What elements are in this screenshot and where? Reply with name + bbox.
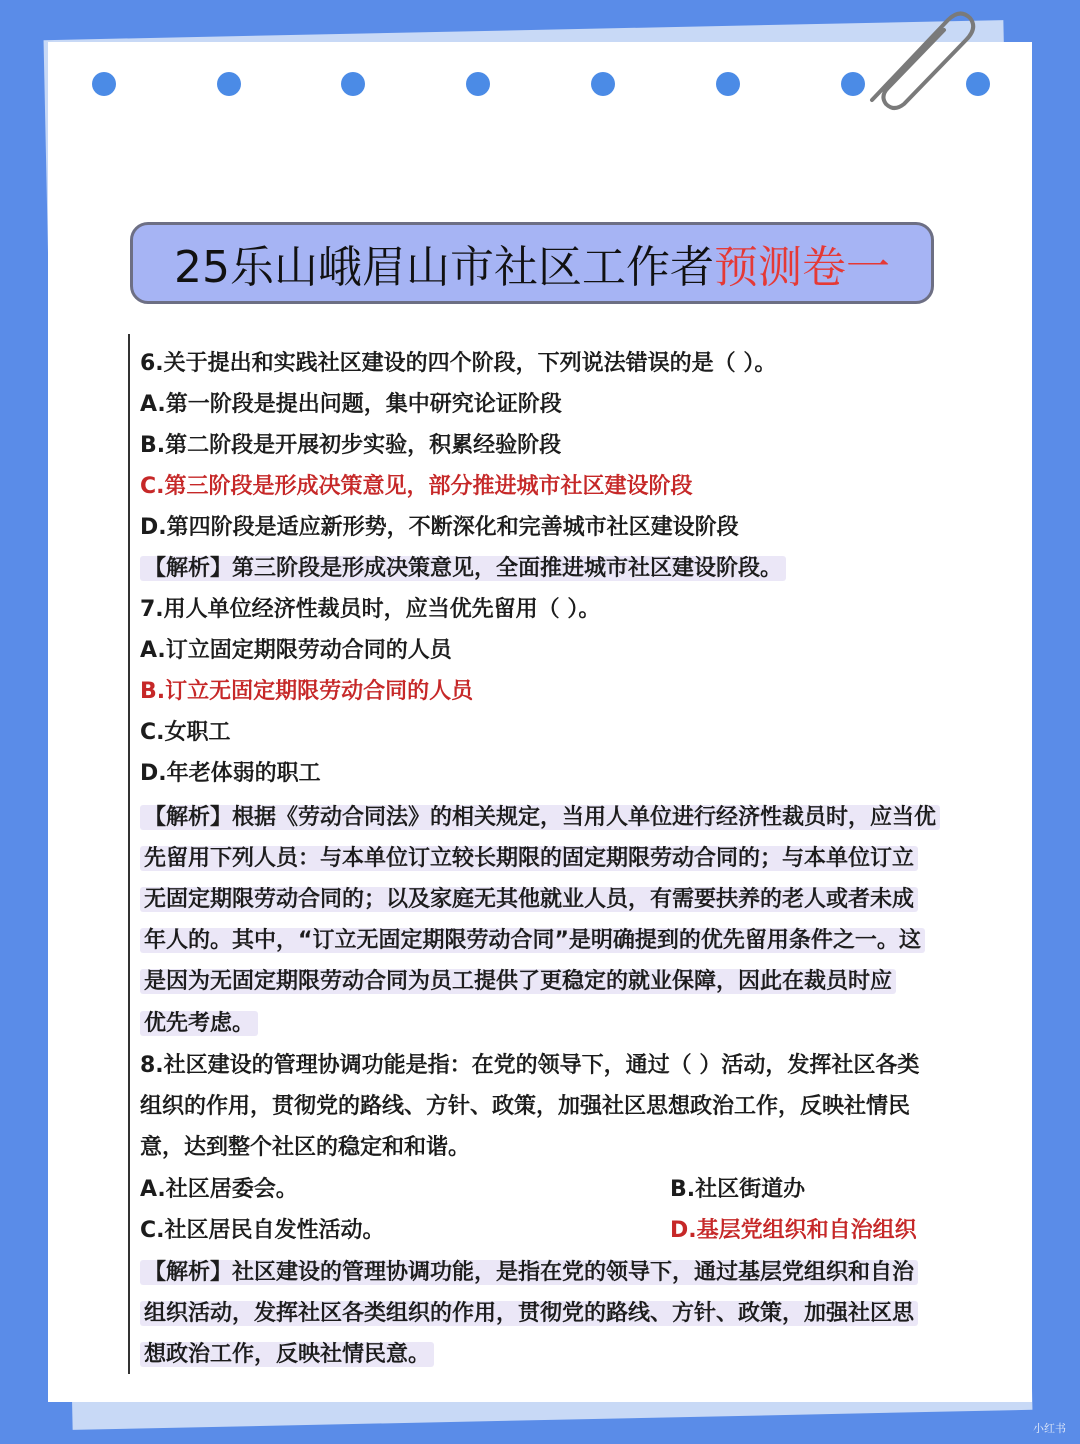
q7-analysis-text: 先留用下列人员：与本单位订立较长期限的固定期限劳动合同的；与本单位订立 xyxy=(140,846,918,871)
q6-analysis-text: 【解析】第三阶段是形成决策意见，全面推进城市社区建设阶段。 xyxy=(140,556,786,581)
q8-analysis-text: 组织活动，发挥社区各类组织的作用，贯彻党的路线、方针、政策，加强社区思 xyxy=(140,1301,918,1326)
q7-option-a: A.订立固定期限劳动合同的人员 xyxy=(140,638,452,663)
q8-stem-line: 意，达到整个社区的稳定和和谐。 xyxy=(140,1135,471,1160)
title-main: 25乐山峨眉山市社区工作者 xyxy=(174,242,714,293)
binder-hole-dot xyxy=(217,72,241,96)
page-title xyxy=(130,222,934,304)
binder-hole-dot xyxy=(591,72,615,96)
q8-analysis-text: 【解析】社区建设的管理协调功能，是指在党的领导下，通过基层党组织和自治 xyxy=(140,1260,918,1285)
q7-analysis-text: 【解析】根据《劳动合同法》的相关规定，当用人单位进行经济性裁员时，应当优 xyxy=(140,805,940,830)
q8-analysis-line xyxy=(140,1337,434,1373)
q8-stem-line: 8.社区建设的管理协调功能是指：在党的领导下，通过（ ）活动，发挥社区各类 xyxy=(140,1053,920,1078)
watermark: 小红书 xyxy=(1033,1422,1066,1435)
q6-option-b: B.第二阶段是开展初步实验，积累经验阶段 xyxy=(140,433,562,458)
q8-stem-line: 组织的作用，贯彻党的路线、方针、政策，加强社区思想政治工作，反映社情民 xyxy=(140,1094,911,1119)
q7-analysis-text: 无固定期限劳动合同的；以及家庭无其他就业人员，有需要扶养的老人或者未成 xyxy=(140,887,918,912)
q7-analysis-line xyxy=(140,1006,258,1042)
binder-hole-dot xyxy=(466,72,490,96)
binder-hole-dot xyxy=(341,72,365,96)
q8-option-b: B.社区街道办 xyxy=(670,1177,806,1202)
paperclip-icon xyxy=(860,4,980,114)
q8-analysis-text: 想政治工作，反映社情民意。 xyxy=(140,1342,434,1367)
q8-option-d-answer: D.基层党组织和自治组织 xyxy=(670,1218,917,1243)
binder-hole-dot xyxy=(716,72,740,96)
q7-option-d: D.年老体弱的职工 xyxy=(140,761,321,786)
q7-analysis-text: 优先考虑。 xyxy=(140,1011,258,1036)
q7-analysis-text: 是因为无固定期限劳动合同为员工提供了更稳定的就业保障，因此在裁员时应 xyxy=(140,969,896,994)
q7-stem: 7.用人单位经济性裁员时，应当优先留用（ ）。 xyxy=(140,597,601,622)
q7-analysis-line xyxy=(140,800,940,836)
q7-analysis-line xyxy=(140,923,925,959)
q8-analysis-line xyxy=(140,1296,918,1332)
q6-stem: 6.关于提出和实践社区建设的四个阶段，下列说法错误的是（ ）。 xyxy=(140,351,777,376)
q7-analysis-line xyxy=(140,841,918,877)
q6-option-d: D.第四阶段是适应新形势，不断深化和完善城市社区建设阶段 xyxy=(140,515,739,540)
q6-option-a: A.第一阶段是提出问题，集中研究论证阶段 xyxy=(140,392,562,417)
q6-analysis xyxy=(140,551,786,587)
q7-analysis-text: 年人的。其中，“订立无固定期限劳动合同”是明确提到的优先留用条件之一。这 xyxy=(140,928,925,953)
q7-option-b-answer: B.订立无固定期限劳动合同的人员 xyxy=(140,679,474,704)
q7-analysis-line xyxy=(140,964,896,1000)
q6-option-c-answer: C.第三阶段是形成决策意见，部分推进城市社区建设阶段 xyxy=(140,474,693,499)
binder-hole-dot xyxy=(92,72,116,96)
q7-analysis-line xyxy=(140,882,918,918)
q7-option-c: C.女职工 xyxy=(140,720,231,745)
q8-analysis-line xyxy=(140,1255,918,1291)
question-content xyxy=(128,334,990,1374)
title-highlight: 预测卷一 xyxy=(714,242,890,293)
q8-option-c: C.社区居民自发性活动。 xyxy=(140,1218,385,1243)
q8-option-a: A.社区居委会。 xyxy=(140,1177,298,1202)
